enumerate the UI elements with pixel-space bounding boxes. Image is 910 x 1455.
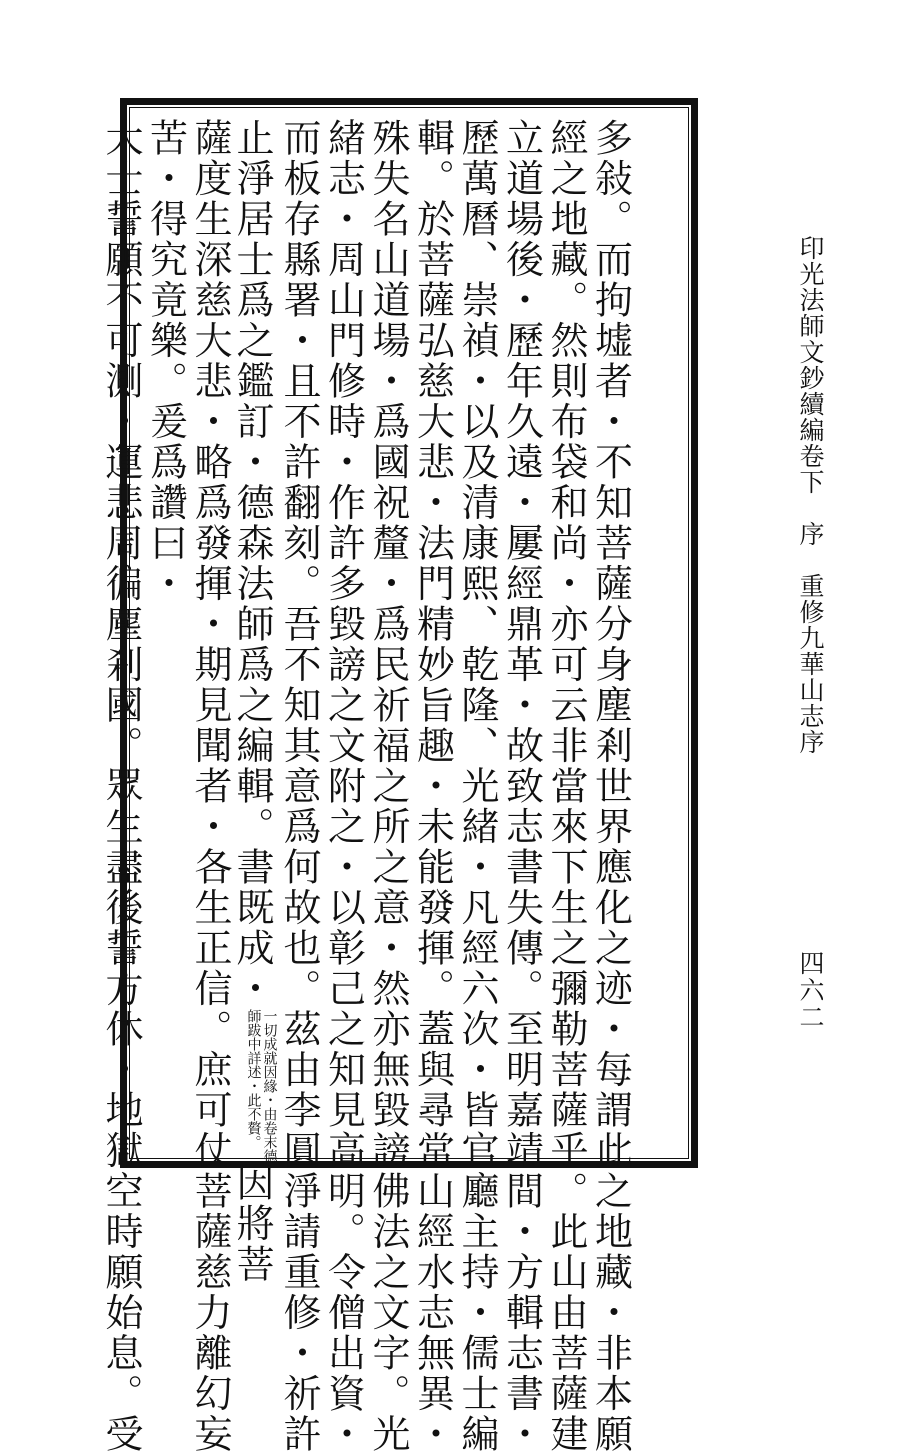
running-head: 印光法師文鈔續編卷下 序 重修九華山志序 <box>796 235 825 755</box>
text-column-9-main: 止淨居士爲之鑑訂・德森法師爲之編輯。書既成・ <box>230 118 274 1009</box>
text-column-5: 輯。於菩薩弘慈大悲・法門精妙旨趣・未能發揮。蓋與尋常山經水志無異・ <box>410 118 455 1455</box>
note-line-2: 師跋中詳述・此不贅。 <box>245 1009 262 1149</box>
text-column-11: 苦・得究竟樂。爰爲讚曰・ <box>143 118 188 604</box>
text-column-9 <box>230 118 278 1285</box>
text-column-7: 緒志・周山門修時・作許多毀謗之文附之・以彰己之知見高明。令僧出資・ <box>321 118 366 1455</box>
text-column-4: 歷萬曆、崇禎・以及清康熙、乾隆、光緒・凡經六次・皆官廳主持・儒士編 <box>455 118 499 1455</box>
text-column-9-tail: 因將菩 <box>230 1163 274 1285</box>
text-column-8: 而板存縣署・且不許翻刻。吾不知其意爲何故也。茲由李圓淨請重修・祈許 <box>277 118 321 1455</box>
note-line-1: 一切成就因緣・由卷末德 <box>261 1009 278 1163</box>
text-column-3: 立道場後・歷年久遠・屢經鼎革・故致志書失傳。至明嘉靖間・方輯志書・ <box>499 118 544 1455</box>
interlinear-note <box>246 1009 278 1163</box>
text-column-1: 多敍。而拘墟者・不知菩薩分身塵剎世界應化之迹・每謂此之地藏・非本願 <box>588 118 633 1455</box>
text-column-2: 經之地藏。然則布袋和尚・亦可云非當來下生之彌勒菩薩乎。此山由菩薩建 <box>544 118 588 1455</box>
text-column-12: 大士誓願不可測・運悲周徧塵剎國。眾生盡後誓方休・地獄空時願始息。受 <box>99 118 143 1455</box>
text-column-6: 殊失名山道場・爲國祝釐・爲民祈福之所之意・然亦無毀謗佛法之文字。光 <box>366 118 410 1455</box>
page-number: 四六二 <box>796 950 825 1031</box>
text-column-10: 薩度生深慈大悲・略爲發揮・期見聞者・各生正信。庶可仗菩薩慈力離幻妄 <box>188 118 232 1455</box>
